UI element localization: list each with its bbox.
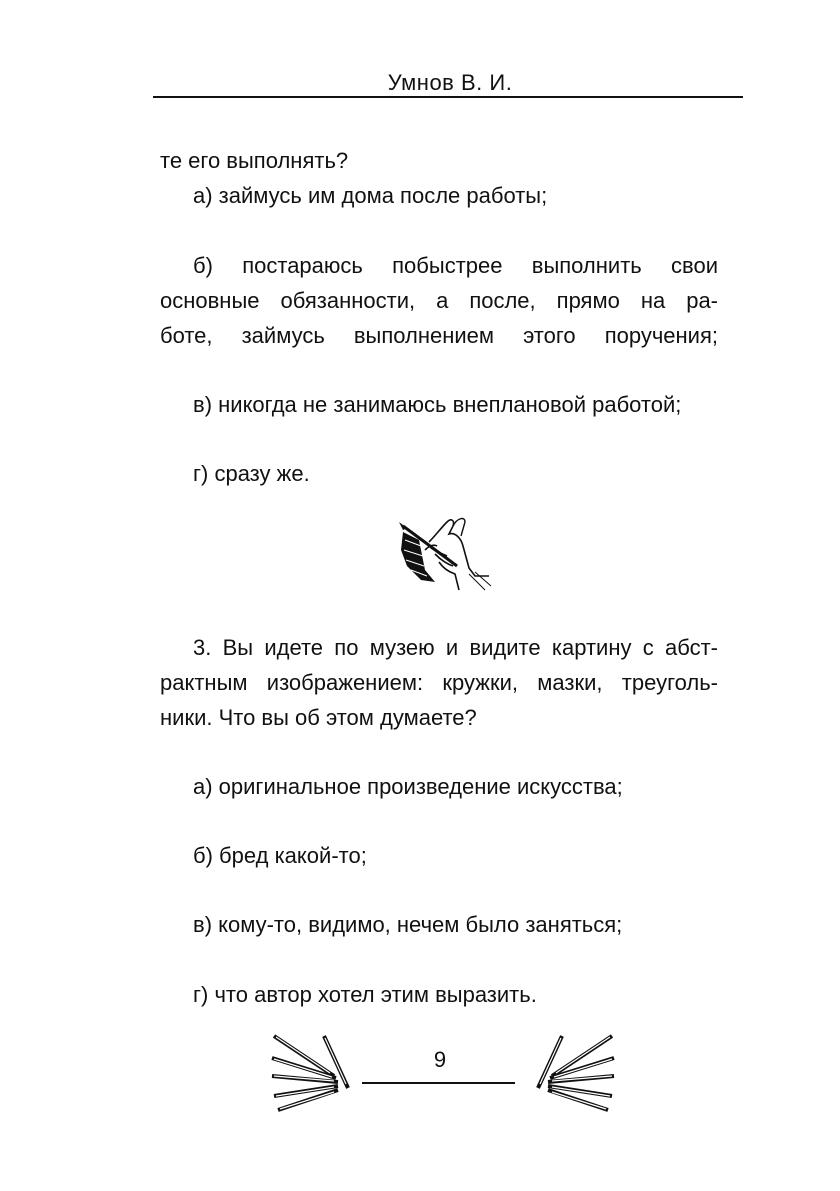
answer-g-1: г) сразу же. xyxy=(193,461,310,486)
answer-a-3: а) оригинальное произведение искусства; xyxy=(193,774,623,799)
question-3-line-1: 3. Вы идете по музею и видите картину с абст- xyxy=(193,635,718,660)
header-divider xyxy=(153,96,743,98)
pencils-left-icon xyxy=(268,1030,358,1119)
answer-a-1: а) займусь им дома после работы; xyxy=(193,183,548,208)
answer-b-1-line-2: основные обязанности, а после, прямо на ра- xyxy=(160,288,718,313)
hand-painting-icon xyxy=(395,510,495,599)
pencils-right-icon xyxy=(528,1030,618,1119)
page-number: 9 xyxy=(433,1047,447,1072)
footer-divider xyxy=(362,1082,515,1084)
answer-g-3: г) что автор хотел этим выразить. xyxy=(193,982,537,1007)
question-3-line-2: рактным изображением: кружки, мазки, треуголь- xyxy=(160,670,718,695)
answer-b-1-line-3: боте, займусь выполнением этого поручения; xyxy=(160,323,718,348)
answer-v-1: в) никогда не занимаюсь внеплановой работой; xyxy=(193,392,682,417)
text-line-1: те его выполнять? xyxy=(160,148,349,173)
running-header: Умнов В. И. xyxy=(387,70,513,95)
answer-v-3: в) кому-то, видимо, нечем было заняться; xyxy=(193,912,623,937)
answer-b-1-line-1: б) постараюсь побыстрее выполнить свои xyxy=(193,253,718,278)
question-3-line-3: ники. Что вы об этом думаете? xyxy=(160,705,477,730)
answer-b-3: б) бред какой-то; xyxy=(193,843,367,868)
